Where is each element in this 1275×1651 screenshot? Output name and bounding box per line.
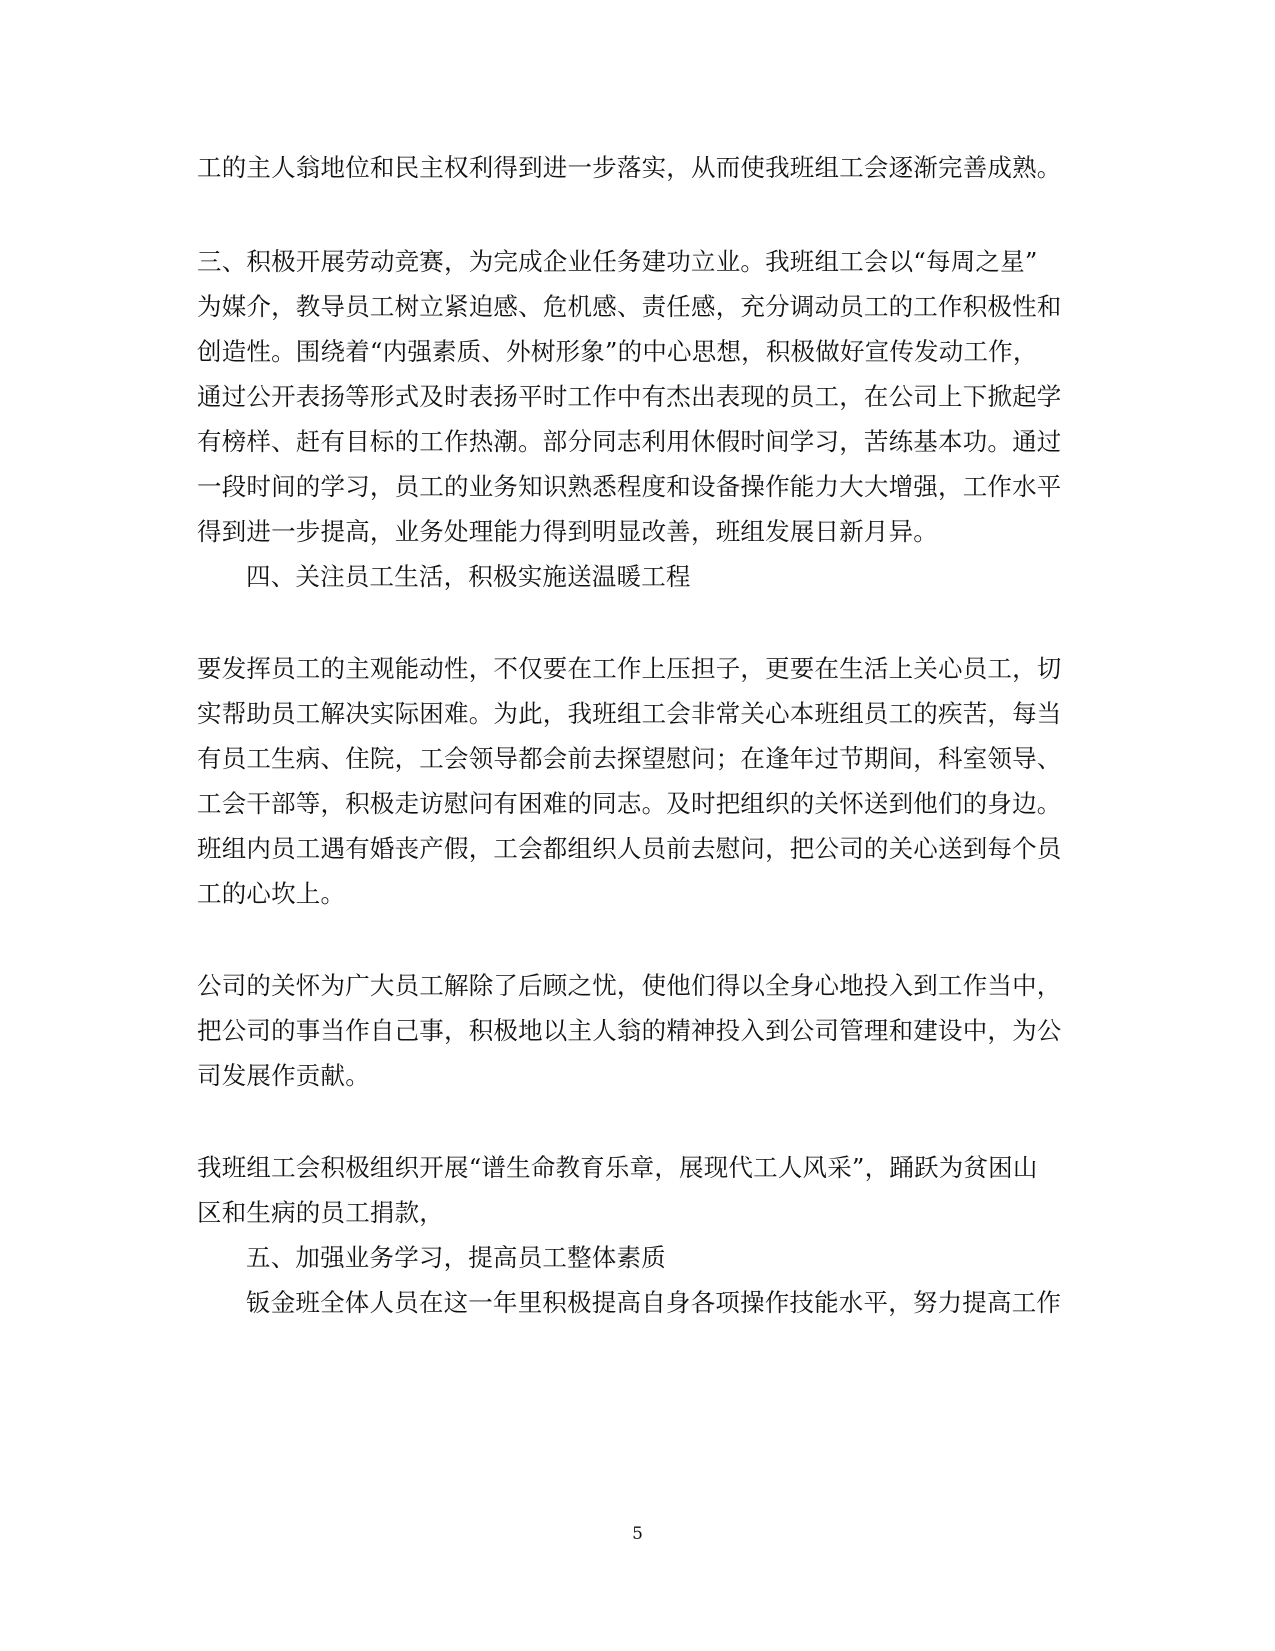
text-line: 有榜样、赶有目标的工作热潮。部分同志利用休假时间学习，苦练基本功。通过 (197, 427, 1062, 456)
text-line: 通过公开表扬等形式及时表扬平时工作中有杰出表现的员工，在公司上下掀起学 (197, 382, 1062, 411)
section-heading: 五、加强业务学习，提高员工整体素质 (246, 1243, 666, 1272)
text-line: 实帮助员工解决实际困难。为此，我班组工会非常关心本班组员工的疾苦，每当 (197, 699, 1062, 728)
page-number: 5 (632, 1524, 643, 1544)
text-line: 钣金班全体人员在这一年里积极提高自身各项操作技能水平，努力提高工作 (246, 1288, 1062, 1317)
text-line: 把公司的事当作自己事，积极地以主人翁的精神投入到公司管理和建设中，为公 (197, 1016, 1062, 1045)
text-line: 我班组工会积极组织开展“谱生命教育乐章，展现代工人风采”，踊跃为贫困山 (197, 1153, 1038, 1182)
text-line: 班组内员工遇有婚丧产假，工会都组织人员前去慰问，把公司的关心送到每个员 (197, 834, 1062, 863)
text-line: 为媒介，教导员工树立紧迫感、危机感、责任感，充分调动员工的工作积极性和 (197, 292, 1062, 321)
section-heading: 四、关注员工生活，积极实施送温暖工程 (246, 562, 691, 591)
text-line: 公司的关怀为广大员工解除了后顾之忧，使他们得以全身心地投入到工作当中， (197, 971, 1062, 1000)
text-line: 创造性。围绕着“内强素质、外树形象”的中心思想，积极做好宣传发动工作， (197, 337, 1038, 366)
text-line: 工的心坎上。 (197, 879, 346, 908)
text-line: 要发挥员工的主观能动性，不仅要在工作上压担子，更要在生活上关心员工，切 (197, 654, 1062, 683)
text-line: 工的主人翁地位和民主权利得到进一步落实，从而使我班组工会逐渐完善成熟。 (197, 153, 1062, 182)
text-line: 工会干部等，积极走访慰问有困难的同志。及时把组织的关怀送到他们的身边。 (197, 789, 1062, 818)
text-line: 一段时间的学习，员工的业务知识熟悉程度和设备操作能力大大增强，工作水平 (197, 472, 1062, 501)
text-line: 有员工生病、住院，工会领导都会前去探望慰问；在逢年过节期间，科室领导、 (197, 744, 1062, 773)
text-line: 司发展作贡献。 (197, 1061, 370, 1090)
text-line: 得到进一步提高，业务处理能力得到明显改善，班组发展日新月异。 (197, 517, 938, 546)
text-line: 三、积极开展劳动竞赛，为完成企业任务建功立业。我班组工会以“每周之星” (197, 247, 1038, 276)
text-line: 区和生病的员工捐款， (197, 1198, 444, 1227)
